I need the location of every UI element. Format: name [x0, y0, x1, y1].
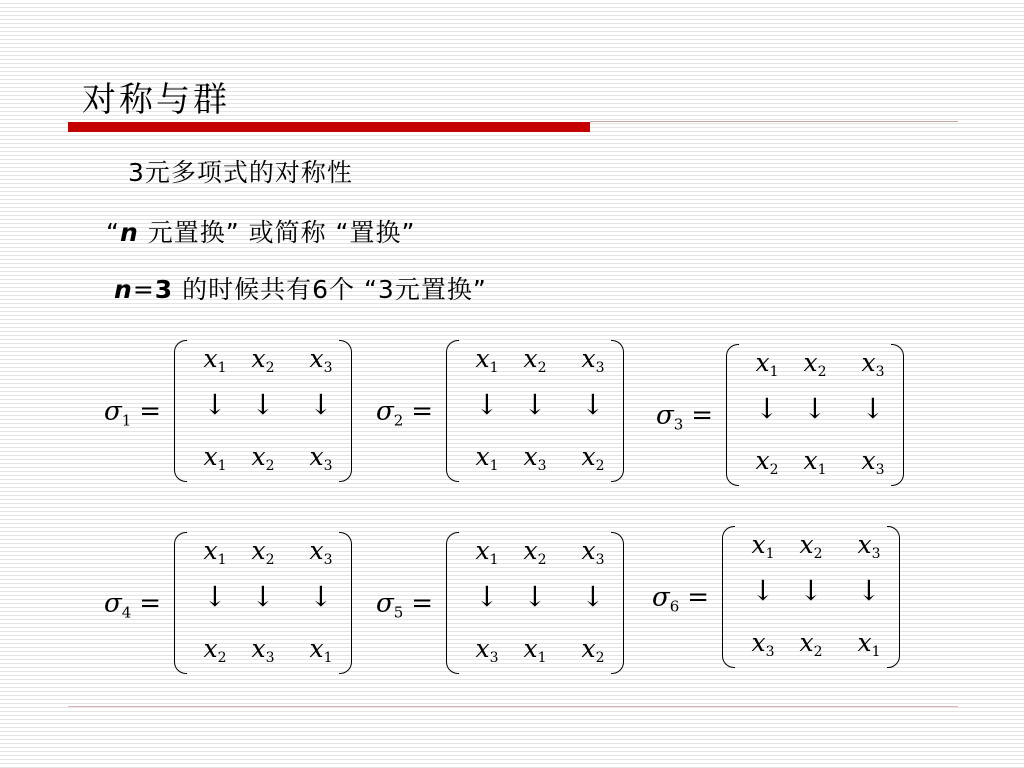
matrix-cell — [510, 344, 560, 376]
math-symbol: x — [203, 442, 218, 471]
subscript-index: 2 — [813, 546, 823, 562]
subscript-index: 1 — [769, 364, 779, 380]
slide-title: 对称与群 — [82, 80, 230, 120]
subscript-index: 5 — [393, 603, 404, 622]
matrix-cell — [742, 446, 792, 478]
subscript-index: 2 — [265, 552, 275, 568]
matrix-cell — [190, 442, 240, 474]
math-symbol: σ — [376, 588, 394, 619]
left-paren — [446, 340, 459, 482]
down-arrow-icon: ↓ — [523, 580, 547, 613]
math-symbol: x — [203, 344, 218, 373]
subscript-index: 2 — [595, 458, 605, 474]
subscript-index: 2 — [393, 411, 404, 430]
math-symbol: x — [751, 628, 766, 657]
title-divider-line — [590, 121, 958, 122]
math-symbol: x — [523, 536, 538, 565]
subscript-index: 1 — [765, 546, 775, 562]
subscript-index: 2 — [769, 462, 779, 478]
math-symbol: x — [475, 634, 490, 663]
matrix-cell — [190, 634, 240, 666]
math-symbol: x — [309, 442, 324, 471]
matrix-cell — [190, 536, 240, 568]
subscript-index: 6 — [669, 597, 680, 616]
math-symbol: x — [523, 344, 538, 373]
subscript-index: 1 — [323, 650, 333, 666]
matrix-cell — [238, 442, 288, 474]
math-symbol: x — [861, 446, 876, 475]
equals-sign: = — [132, 275, 155, 304]
n-symbol: n — [114, 275, 133, 304]
math-symbol: x — [803, 348, 818, 377]
math-symbol: x — [857, 628, 872, 657]
math-symbol: σ — [652, 582, 670, 613]
math-symbol: = — [411, 588, 434, 619]
math-symbol: x — [581, 634, 596, 663]
math-symbol: x — [581, 344, 596, 373]
subscript-index: 2 — [813, 644, 823, 660]
matrix-cell — [296, 442, 346, 474]
down-arrow-icon: ↓ — [755, 392, 779, 425]
math-symbol: x — [309, 536, 324, 565]
left-paren — [722, 526, 735, 668]
matrix-cell — [462, 344, 512, 376]
matrix-cell — [296, 634, 346, 666]
math-symbol: x — [857, 530, 872, 559]
math-symbol: = — [139, 588, 162, 619]
subscript-index: 1 — [817, 462, 827, 478]
math-symbol: x — [581, 536, 596, 565]
subscript-index: 1 — [537, 650, 547, 666]
subscript-index: 2 — [537, 360, 547, 376]
math-symbol: σ — [104, 396, 122, 427]
n-symbol: n — [119, 218, 139, 247]
down-arrow-icon: ↓ — [309, 580, 333, 613]
down-arrow-icon: ↓ — [475, 388, 499, 421]
math-symbol: = — [139, 396, 162, 427]
matrix-cell — [848, 348, 898, 380]
subscript-index: 2 — [817, 364, 827, 380]
matrix-cell — [510, 536, 560, 568]
matrix-cell — [844, 628, 894, 660]
matrix-cell — [462, 634, 512, 666]
matrix-cell — [238, 536, 288, 568]
permutation-sigma-5 — [376, 530, 646, 680]
subscript-index: 1 — [489, 360, 499, 376]
math-symbol: x — [799, 530, 814, 559]
subscript-index: 1 — [489, 458, 499, 474]
math-symbol: x — [475, 442, 490, 471]
down-arrow-icon: ↓ — [861, 392, 885, 425]
matrix-cell — [568, 442, 618, 474]
subscript-index: 1 — [871, 644, 881, 660]
math-symbol: x — [309, 344, 324, 373]
matrix-cell — [296, 344, 346, 376]
footer-divider-line — [68, 706, 958, 707]
subscript-index: 1 — [217, 552, 227, 568]
down-arrow-icon: ↓ — [251, 580, 275, 613]
count-line — [114, 270, 487, 306]
down-arrow-icon: ↓ — [857, 574, 881, 607]
matrix-cell — [296, 536, 346, 568]
math-symbol: x — [251, 344, 266, 373]
math-symbol: σ — [104, 588, 122, 619]
permutation-matrix — [446, 338, 624, 484]
math-symbol: x — [309, 634, 324, 663]
permutation-label — [376, 589, 433, 622]
subscript-index: 3 — [595, 360, 605, 376]
permutation-matrix — [726, 342, 904, 488]
math-symbol: x — [581, 442, 596, 471]
subscript-index: 3 — [323, 458, 333, 474]
math-symbol: x — [203, 536, 218, 565]
title-accent-bar — [68, 122, 590, 132]
permutation-label — [104, 589, 161, 622]
left-paren — [726, 344, 739, 486]
down-arrow-icon: ↓ — [581, 388, 605, 421]
definition-text: 元置换” 或简称 “置换” — [138, 218, 416, 247]
subscript-index: 2 — [265, 458, 275, 474]
math-symbol: x — [251, 442, 266, 471]
math-symbol: x — [203, 634, 218, 663]
subscript-index: 2 — [537, 552, 547, 568]
down-arrow-icon: ↓ — [309, 388, 333, 421]
subscript-index: 3 — [673, 415, 684, 434]
count-text: 的时候共有6个 “3元置换” — [173, 275, 487, 304]
permutation-label — [656, 401, 713, 434]
subscript-index: 3 — [265, 650, 275, 666]
matrix-cell — [742, 348, 792, 380]
subscript-index: 1 — [217, 458, 227, 474]
matrix-cell — [738, 530, 788, 562]
permutation-sigma-2 — [376, 338, 646, 488]
math-symbol: x — [755, 446, 770, 475]
down-arrow-icon: ↓ — [475, 580, 499, 613]
matrix-cell — [462, 442, 512, 474]
matrix-cell — [190, 344, 240, 376]
matrix-cell — [738, 628, 788, 660]
matrix-cell — [844, 530, 894, 562]
permutation-sigma-1 — [104, 338, 374, 488]
permutation-matrix — [446, 530, 624, 676]
math-symbol: x — [799, 628, 814, 657]
subscript-index: 2 — [595, 650, 605, 666]
permutation-matrix — [174, 530, 352, 676]
three-value: 3 — [154, 275, 174, 304]
permutation-sigma-4 — [104, 530, 374, 680]
open-quote: “ — [106, 218, 120, 247]
down-arrow-icon: ↓ — [251, 388, 275, 421]
permutation-label — [376, 397, 433, 430]
permutation-sigma-3 — [656, 342, 926, 492]
down-arrow-icon: ↓ — [803, 392, 827, 425]
permutation-sigma-6 — [652, 524, 922, 674]
subscript-index: 1 — [121, 411, 132, 430]
left-paren — [174, 340, 187, 482]
down-arrow-icon: ↓ — [523, 388, 547, 421]
permutation-label — [104, 397, 161, 430]
matrix-cell — [848, 446, 898, 478]
matrix-cell — [568, 536, 618, 568]
down-arrow-icon: ↓ — [799, 574, 823, 607]
definition-line — [106, 213, 415, 249]
permutation-label — [652, 583, 709, 616]
matrix-cell — [510, 442, 560, 474]
subscript-index: 3 — [489, 650, 499, 666]
math-symbol: σ — [376, 396, 394, 427]
matrix-cell — [510, 634, 560, 666]
subscript-index: 3 — [595, 552, 605, 568]
subscript-index: 2 — [265, 360, 275, 376]
matrix-cell — [790, 348, 840, 380]
down-arrow-icon: ↓ — [203, 580, 227, 613]
math-symbol: x — [861, 348, 876, 377]
subscript-index: 3 — [323, 552, 333, 568]
subscript-index: 1 — [489, 552, 499, 568]
math-symbol: x — [755, 348, 770, 377]
subscript-index: 2 — [217, 650, 227, 666]
subscript-index: 3 — [871, 546, 881, 562]
subtitle-line: 3元多项式的对称性 — [128, 158, 353, 187]
matrix-cell — [238, 634, 288, 666]
subscript-index: 1 — [217, 360, 227, 376]
subscript-index: 3 — [875, 364, 885, 380]
math-symbol: x — [523, 634, 538, 663]
down-arrow-icon: ↓ — [751, 574, 775, 607]
math-symbol: x — [803, 446, 818, 475]
matrix-cell — [568, 344, 618, 376]
left-paren — [446, 532, 459, 674]
math-symbol: = — [687, 582, 710, 613]
down-arrow-icon: ↓ — [581, 580, 605, 613]
subscript-index: 4 — [121, 603, 132, 622]
subscript-index: 3 — [537, 458, 547, 474]
math-symbol: x — [251, 634, 266, 663]
math-symbol: x — [751, 530, 766, 559]
subscript-index: 3 — [323, 360, 333, 376]
subscript-index: 3 — [765, 644, 775, 660]
matrix-cell — [238, 344, 288, 376]
matrix-cell — [790, 446, 840, 478]
math-symbol: x — [475, 536, 490, 565]
math-symbol: x — [475, 344, 490, 373]
math-symbol: = — [411, 396, 434, 427]
matrix-cell — [568, 634, 618, 666]
down-arrow-icon: ↓ — [203, 388, 227, 421]
matrix-cell — [786, 530, 836, 562]
matrix-cell — [462, 536, 512, 568]
permutation-matrix — [174, 338, 352, 484]
math-symbol: = — [691, 400, 714, 431]
math-symbol: x — [251, 536, 266, 565]
math-symbol: x — [523, 442, 538, 471]
math-symbol: σ — [656, 400, 674, 431]
permutation-matrix — [722, 524, 900, 670]
subscript-index: 3 — [875, 462, 885, 478]
matrix-cell — [786, 628, 836, 660]
left-paren — [174, 532, 187, 674]
